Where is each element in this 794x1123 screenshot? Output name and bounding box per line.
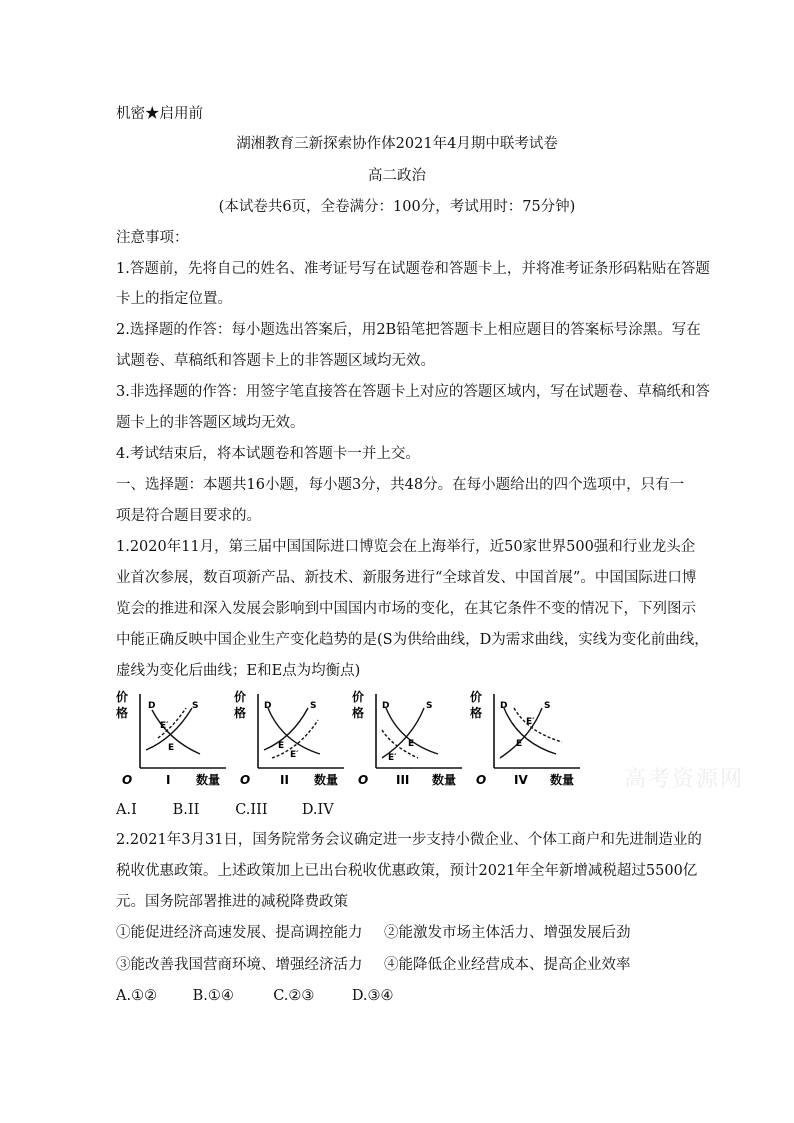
q2-option-d[interactable]: D.③④	[351, 988, 394, 1004]
price-label-1: 价	[352, 690, 365, 704]
note-1-line-2: 卡上的指定位置。	[116, 291, 232, 307]
section-1-line-2: 项是符合题目要求的。	[116, 508, 261, 524]
s-label: S	[192, 701, 199, 711]
note-1-line-1: 1.答题前，先将自己的姓名、准考证号写在试题卷和答题卡上，并将准考证条形码粘贴在答题	[116, 261, 710, 277]
demand-curve	[268, 708, 320, 754]
q1-line-4: 中能正确反映中国企业生产变化趋势的是(S为供给曲线，D为需求曲线，实线为变化前曲线，	[116, 632, 709, 648]
q1-options	[116, 800, 334, 820]
e-prime-label: E′	[290, 750, 299, 760]
subject-title: 高二政治	[368, 168, 426, 184]
graph-2-svg	[234, 686, 346, 794]
d-label: D	[500, 701, 508, 711]
q2-line-3: 元。国务院部署推进的减税降费政策	[116, 894, 348, 910]
q2-options	[116, 986, 394, 1006]
q1-option-d[interactable]: D.IV	[301, 802, 334, 818]
note-2-line-1: 2.选择题的作答：每小题选出答案后，用2B铅笔把答题卡上相应题目的答案标号涂黑。写在	[116, 322, 701, 338]
exam-info: (本试卷共6页，全卷满分：100分，考试用时：75分钟)	[218, 199, 576, 215]
s-label: S	[426, 701, 433, 711]
section-1-line-1: 一、选择题：本题共16小题，每小题3分，共48分。在每小题给出的四个选项中，只有一	[116, 477, 685, 493]
e-prime-label: E′	[526, 717, 535, 727]
quantity-label: 数量	[550, 773, 575, 787]
q2-item-4: ④能降低企业经营成本、提高企业效率	[384, 957, 631, 973]
e-label: E	[408, 739, 415, 749]
q1-option-c[interactable]: C.III	[235, 802, 268, 818]
graph-roman: II	[280, 773, 289, 787]
graph-2	[234, 686, 346, 794]
quantity-label: 数量	[432, 773, 457, 787]
price-label-2: 格	[352, 706, 365, 720]
price-label-2: 格	[234, 706, 247, 720]
notes-heading: 注意事项：	[116, 230, 189, 246]
price-label-1: 价	[116, 690, 129, 704]
q2-option-b[interactable]: B.①④	[192, 988, 234, 1004]
q1-line-3: 览会的推进和深入发展会影响到中国国内市场的变化，在其它条件不变的情况下，下列图示	[116, 601, 696, 617]
note-2-line-2: 试题卷、草稿纸和答题卡上的非答题区域均无效。	[116, 353, 435, 369]
d-label: D	[264, 701, 272, 711]
q2-line-1: 2.2021年3月31日，国务院常务会议确定进一步支持小微企业、个体工商户和先进制造业的	[116, 832, 702, 848]
q2-option-c[interactable]: C.②③	[273, 988, 315, 1004]
graph-roman: IV	[514, 773, 528, 787]
shifted-demand-curve	[514, 708, 562, 742]
note-4: 4.考试结束后，将本试题卷和答题卡一并上交。	[116, 446, 420, 462]
quantity-label: 数量	[196, 773, 221, 787]
price-label-1: 价	[470, 690, 483, 704]
price-label-2: 格	[116, 706, 129, 720]
e-prime-label: E′	[160, 721, 169, 731]
exam-title: 湖湘教育三新探索协作体2021年4月期中联考试卷	[236, 136, 558, 152]
origin-label: O	[240, 773, 251, 787]
watermark: 高考资源网	[624, 767, 745, 792]
q1-graphs	[116, 686, 596, 794]
origin-label: O	[358, 773, 369, 787]
origin-label: O	[476, 773, 487, 787]
graph-3	[352, 686, 464, 794]
q1-option-a[interactable]: A.I	[116, 802, 137, 818]
d-label: D	[382, 701, 390, 711]
graph-1	[116, 686, 228, 794]
confidential-label: 机密★启用前	[116, 106, 203, 122]
graph-4	[470, 686, 582, 794]
e-label: E	[516, 739, 523, 749]
q1-line-5: 虚线为变化后曲线；E和E点为均衡点)	[116, 663, 361, 679]
graph-4-svg	[470, 686, 582, 794]
note-3-line-2: 题卡上的非答题区域均无效。	[116, 415, 305, 431]
q1-option-b[interactable]: B.II	[172, 802, 200, 818]
s-label: S	[544, 701, 551, 711]
price-label-1: 价	[234, 690, 247, 704]
graph-roman: I	[166, 773, 171, 787]
q2-item-1: ①能促进经济高速发展、提高调控能力	[116, 925, 363, 941]
note-3-line-1: 3.非选择题的作答：用签字笔直接答在答题卡上对应的答题区域内，写在试题卷、草稿纸和答	[116, 384, 710, 400]
d-label: D	[148, 701, 156, 711]
q2-line-2: 税收优惠政策。上述政策加上已出台税收优惠政策，预计2021年全年新增减税超过5500亿	[116, 863, 698, 879]
q2-item-3: ③能改善我国营商环境、增强经济活力	[116, 957, 363, 973]
q2-option-a[interactable]: A.①②	[116, 988, 158, 1004]
graph-roman: III	[396, 773, 410, 787]
graph-1-svg	[116, 686, 228, 794]
e-label: E	[278, 741, 285, 751]
s-label: S	[310, 701, 317, 711]
e-prime-label: E′	[388, 753, 397, 763]
e-label: E	[168, 743, 175, 753]
graph-3-svg	[352, 686, 464, 794]
q1-line-1: 1.2020年11月，第三届中国国际进口博览会在上海举行，近50家世界500强和行业龙头企	[116, 539, 696, 555]
q1-line-2: 业首次参展，数百项新产品、新技术、新服务进行“全球首发、中国首展”。中国国际进口博	[116, 570, 697, 586]
quantity-label: 数量	[314, 773, 339, 787]
q2-item-2: ②能激发市场主体活力、增强发展后劲	[384, 925, 631, 941]
demand-curve	[152, 710, 200, 754]
origin-label: O	[122, 773, 133, 787]
price-label-2: 格	[470, 706, 483, 720]
demand-curve	[504, 708, 556, 754]
